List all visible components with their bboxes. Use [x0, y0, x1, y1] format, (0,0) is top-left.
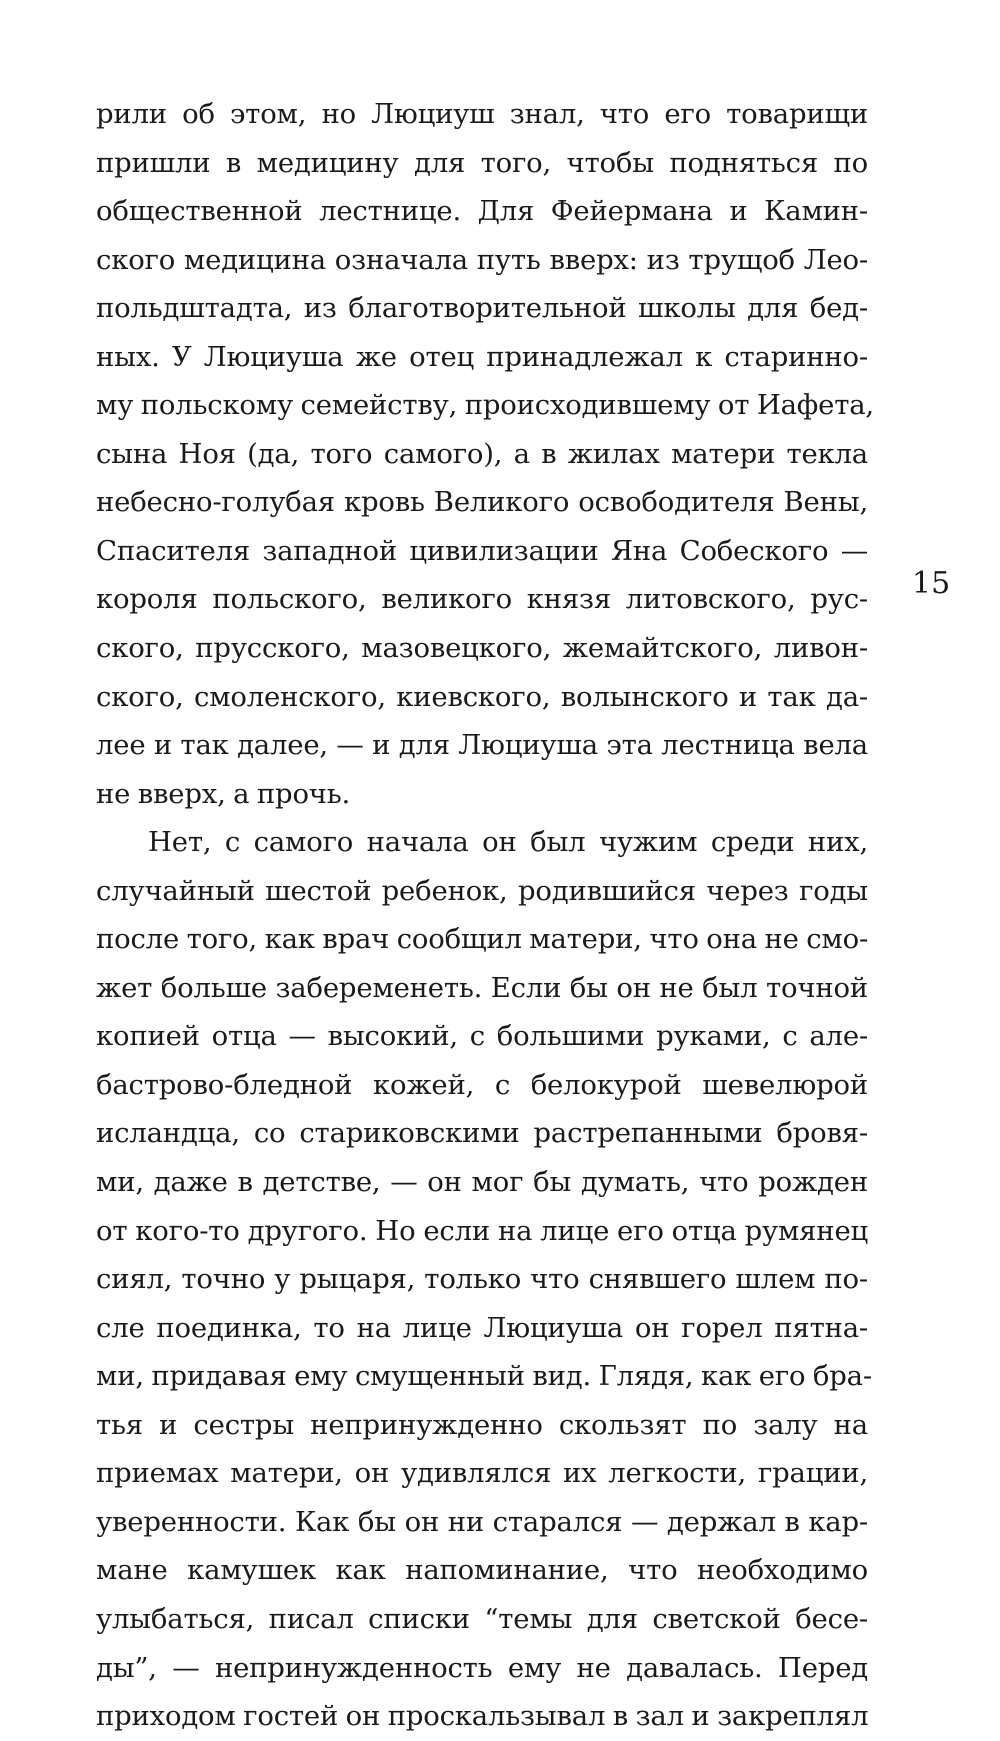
text-line: польдштадта, из благотворительной школы для бед-	[96, 292, 868, 325]
paragraph-1	[96, 90, 874, 818]
text-line: ского медицина означала путь вверх: из трущоб Лео-	[96, 243, 868, 276]
text-line: улыбаться, писал списки “темы для светской бесе-	[96, 1602, 868, 1635]
text-line: приемах матери, он удивлялся их легкости, грации,	[96, 1457, 868, 1490]
text-line: ми, придавая ему смущенный вид. Глядя, как его бра-	[96, 1360, 872, 1393]
text-line: приходом гостей он проскальзывал в зал и закреплял	[96, 1700, 869, 1733]
text-line: мане камушек как напоминание, что необходимо	[96, 1554, 868, 1587]
paragraph-2	[96, 818, 872, 1740]
text-line: копией отца — высокий, с большими руками, с але-	[96, 1020, 868, 1053]
text-line: му польскому семейству, происходившему от Иафета,	[96, 389, 874, 422]
page-number: 15	[912, 566, 951, 601]
text-line: небесно-голубая кровь Великого освободителя Вены,	[96, 486, 868, 519]
text-line: после того, как врач сообщил матери, что она не смо-	[96, 923, 869, 956]
text-line: лее и так далее, — и для Люциуша эта лестница вела	[96, 729, 868, 762]
text-line: пришли в медицину для того, чтобы подняться по	[96, 146, 868, 179]
text-line: тья и сестры непринужденно скользят по залу на	[96, 1408, 868, 1441]
text-line: от кого-то другого. Но если на лице его отца румянец	[96, 1214, 868, 1247]
text-line: короля польского, великого князя литовского, рус-	[96, 583, 868, 616]
text-line: Спасителя западной цивилизации Яна Собеского —	[96, 534, 868, 567]
text-line: бастрово-бледной кожей, с белокурой шевелюрой	[96, 1068, 868, 1101]
text-line: общественной лестнице. Для Фейермана и Камин-	[96, 195, 868, 228]
text-line: сына Ноя (да, того самого), а в жилах матери текла	[96, 437, 868, 470]
text-line: ского, прусского, мазовецкого, жемайтского, ливон-	[96, 632, 868, 665]
text-line: уверенности. Как бы он ни старался — держал в кар-	[96, 1505, 868, 1538]
text-line: жет больше забеременеть. Если бы он не был точной	[96, 971, 868, 1004]
text-line: ского, смоленского, киевского, волынского и так да-	[96, 680, 868, 713]
text-line: Нет, с самого начала он был чужим среди них,	[148, 826, 868, 859]
text-line: сиял, точно у рыцаря, только что снявшего шлем по-	[96, 1263, 868, 1296]
text-line: ми, даже в детстве, — он мог бы думать, что рожден	[96, 1166, 868, 1199]
page-text	[96, 90, 874, 1741]
text-line: рили об этом, но Люциуш знал, что его товарищи	[96, 98, 868, 130]
text-line: сле поединка, то на лице Люциуша он горел пятна-	[96, 1311, 868, 1344]
text-line: случайный шестой ребенок, родившийся через годы	[96, 874, 868, 907]
text-line: ных. У Люциуша же отец принадлежал к старинно-	[96, 340, 868, 373]
text-line: ды”, — непринужденность ему не давалась. Перед	[96, 1651, 868, 1684]
text-line: не вверх, а прочь.	[96, 777, 351, 810]
text-line: исландца, со стариковскими растрепанными бровя-	[96, 1117, 868, 1150]
